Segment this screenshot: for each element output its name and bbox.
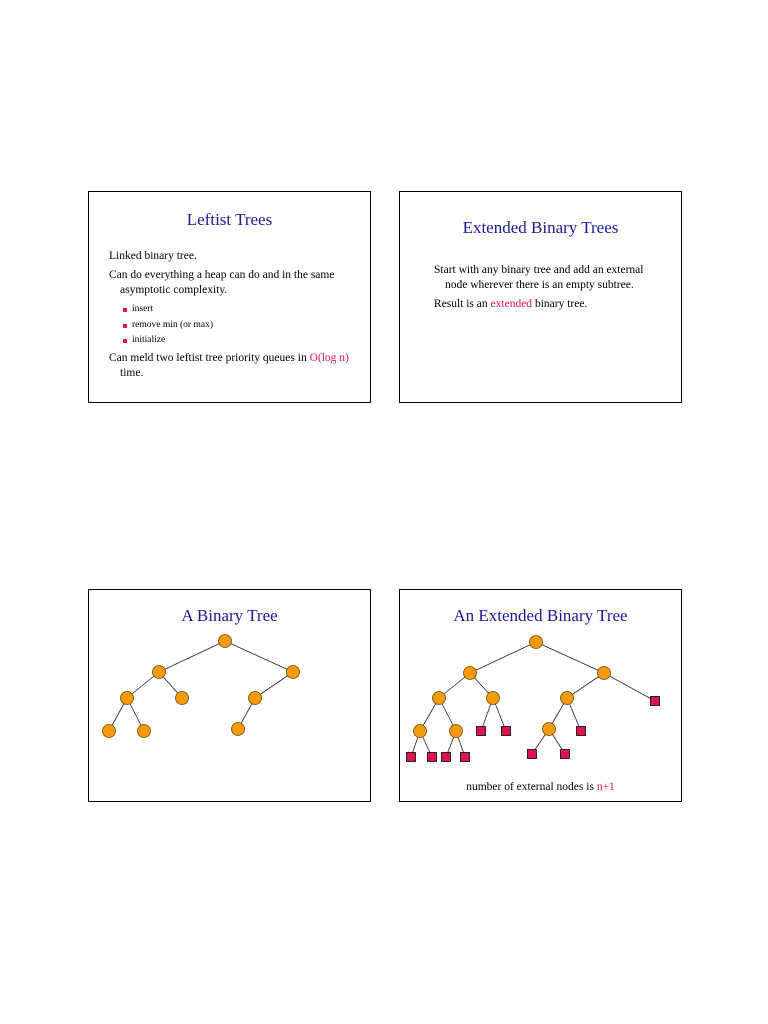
list-item-label: remove min (or max) [132, 319, 213, 330]
tree-node [103, 725, 116, 738]
slide-body [109, 249, 357, 385]
text-run: number of external nodes is [466, 781, 597, 793]
tree-node [153, 666, 166, 679]
tree-edge [225, 641, 293, 672]
internal-node [450, 725, 463, 738]
internal-node [561, 692, 574, 705]
tree-node [287, 666, 300, 679]
external-node [442, 753, 451, 762]
tree-node [176, 692, 189, 705]
slide-caption [400, 781, 681, 793]
paragraph: Start with any binary tree and add an external node wherever there is an empty subtree. [434, 264, 644, 291]
slide-title: A Binary Tree [181, 606, 278, 625]
highlighted-text: extended [490, 298, 533, 310]
internal-node [464, 667, 477, 680]
internal-node [414, 725, 427, 738]
list-item-label: initialize [132, 335, 166, 345]
external-node [577, 727, 586, 736]
slide-title: Leftist Trees [186, 210, 273, 229]
tree-node [138, 725, 151, 738]
slide-a-binary-tree [88, 589, 371, 802]
slide-an-extended-binary-tree [399, 589, 682, 802]
list-item-label: insert [132, 304, 154, 314]
external-node [428, 753, 437, 762]
slide-title: An Extended Binary Tree [453, 606, 628, 625]
list-item [123, 333, 357, 349]
tree-edge [536, 642, 604, 673]
paragraph: Can do everything a heap can do and in the same asymptotic complexity. [109, 269, 335, 296]
tree-edge [255, 672, 293, 698]
tree-node [249, 692, 262, 705]
tree-node [121, 692, 134, 705]
sub-bullet-list [109, 302, 357, 349]
highlighted-text: n+1 [596, 781, 615, 793]
tree-edge [159, 641, 225, 672]
tree-node [232, 723, 245, 736]
binary-tree-diagram [89, 590, 372, 803]
text-run: time. [120, 366, 144, 379]
extended-binary-tree-diagram [400, 590, 683, 803]
square-bullet-icon [123, 324, 127, 328]
internal-node [530, 636, 543, 649]
list-item [123, 318, 357, 334]
paragraph [434, 297, 666, 312]
square-bullet-icon [123, 308, 127, 312]
paragraph [109, 351, 357, 381]
text-run: Result is an [434, 298, 491, 310]
external-node [407, 753, 416, 762]
slide-leftist-trees [88, 191, 371, 403]
internal-node [487, 692, 500, 705]
external-node [651, 697, 660, 706]
external-node [561, 750, 570, 759]
text-run: Can meld two leftist tree priority queues in [109, 351, 310, 364]
external-node [461, 753, 470, 762]
external-node [477, 727, 486, 736]
slide-body [434, 263, 666, 316]
external-node [502, 727, 511, 736]
tree-edge [470, 642, 536, 673]
tree-node [219, 635, 232, 648]
slide-title: Extended Binary Trees [462, 218, 619, 237]
internal-node [433, 692, 446, 705]
square-bullet-icon [123, 339, 127, 343]
highlighted-text: O(log n) [309, 351, 349, 364]
tree-edge [604, 673, 655, 701]
internal-node [543, 723, 556, 736]
external-node [528, 750, 537, 759]
internal-node [598, 667, 611, 680]
list-item [123, 302, 357, 318]
slide-extended-binary-trees [399, 191, 682, 403]
paragraph: Linked binary tree. [109, 250, 197, 262]
text-run: binary tree. [532, 298, 588, 310]
